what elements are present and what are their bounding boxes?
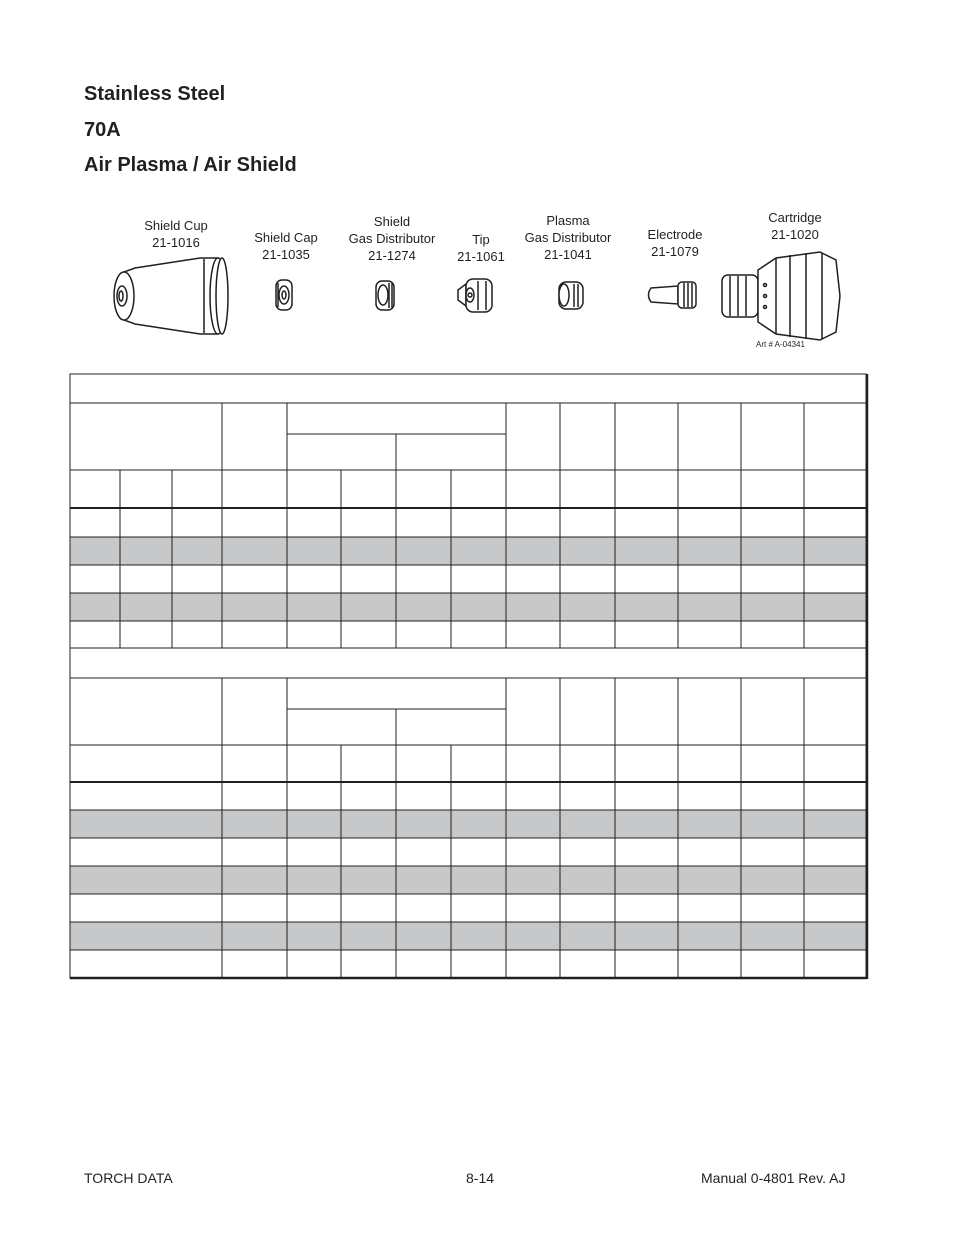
title-current: 70A bbox=[84, 119, 121, 141]
part-name-line1: Shield bbox=[373, 214, 411, 229]
part-name-line2: Gas Distributor bbox=[524, 230, 612, 245]
part-name: Shield Cap bbox=[254, 230, 318, 245]
footer-manual: Manual 0-4801 Rev. AJ bbox=[701, 1170, 846, 1186]
part-number: 21-1035 bbox=[262, 247, 310, 262]
part-number: 21-1274 bbox=[368, 248, 416, 263]
part-name: Electrode bbox=[647, 227, 703, 242]
part-name: Cartridge bbox=[768, 210, 822, 225]
part-name-line1: Plasma bbox=[546, 213, 590, 228]
art-number: Art # A-04341 bbox=[756, 340, 805, 349]
part-number: 21-1061 bbox=[457, 249, 505, 264]
table-shaded-rows bbox=[70, 537, 866, 950]
footer-page-number: 8-14 bbox=[466, 1170, 495, 1186]
part-name: Shield Cup bbox=[144, 218, 208, 233]
footer-section: TORCH DATA bbox=[84, 1170, 173, 1186]
part-number: 21-1020 bbox=[771, 227, 819, 242]
part-number: 21-1041 bbox=[544, 247, 592, 262]
part-number: 21-1079 bbox=[651, 244, 699, 259]
part-name: Tip bbox=[472, 232, 490, 247]
title-material: Stainless Steel bbox=[84, 83, 226, 105]
part-number: 21-1016 bbox=[152, 235, 200, 250]
title-gases: Air Plasma / Air Shield bbox=[84, 154, 297, 176]
part-name-line2: Gas Distributor bbox=[348, 231, 436, 246]
